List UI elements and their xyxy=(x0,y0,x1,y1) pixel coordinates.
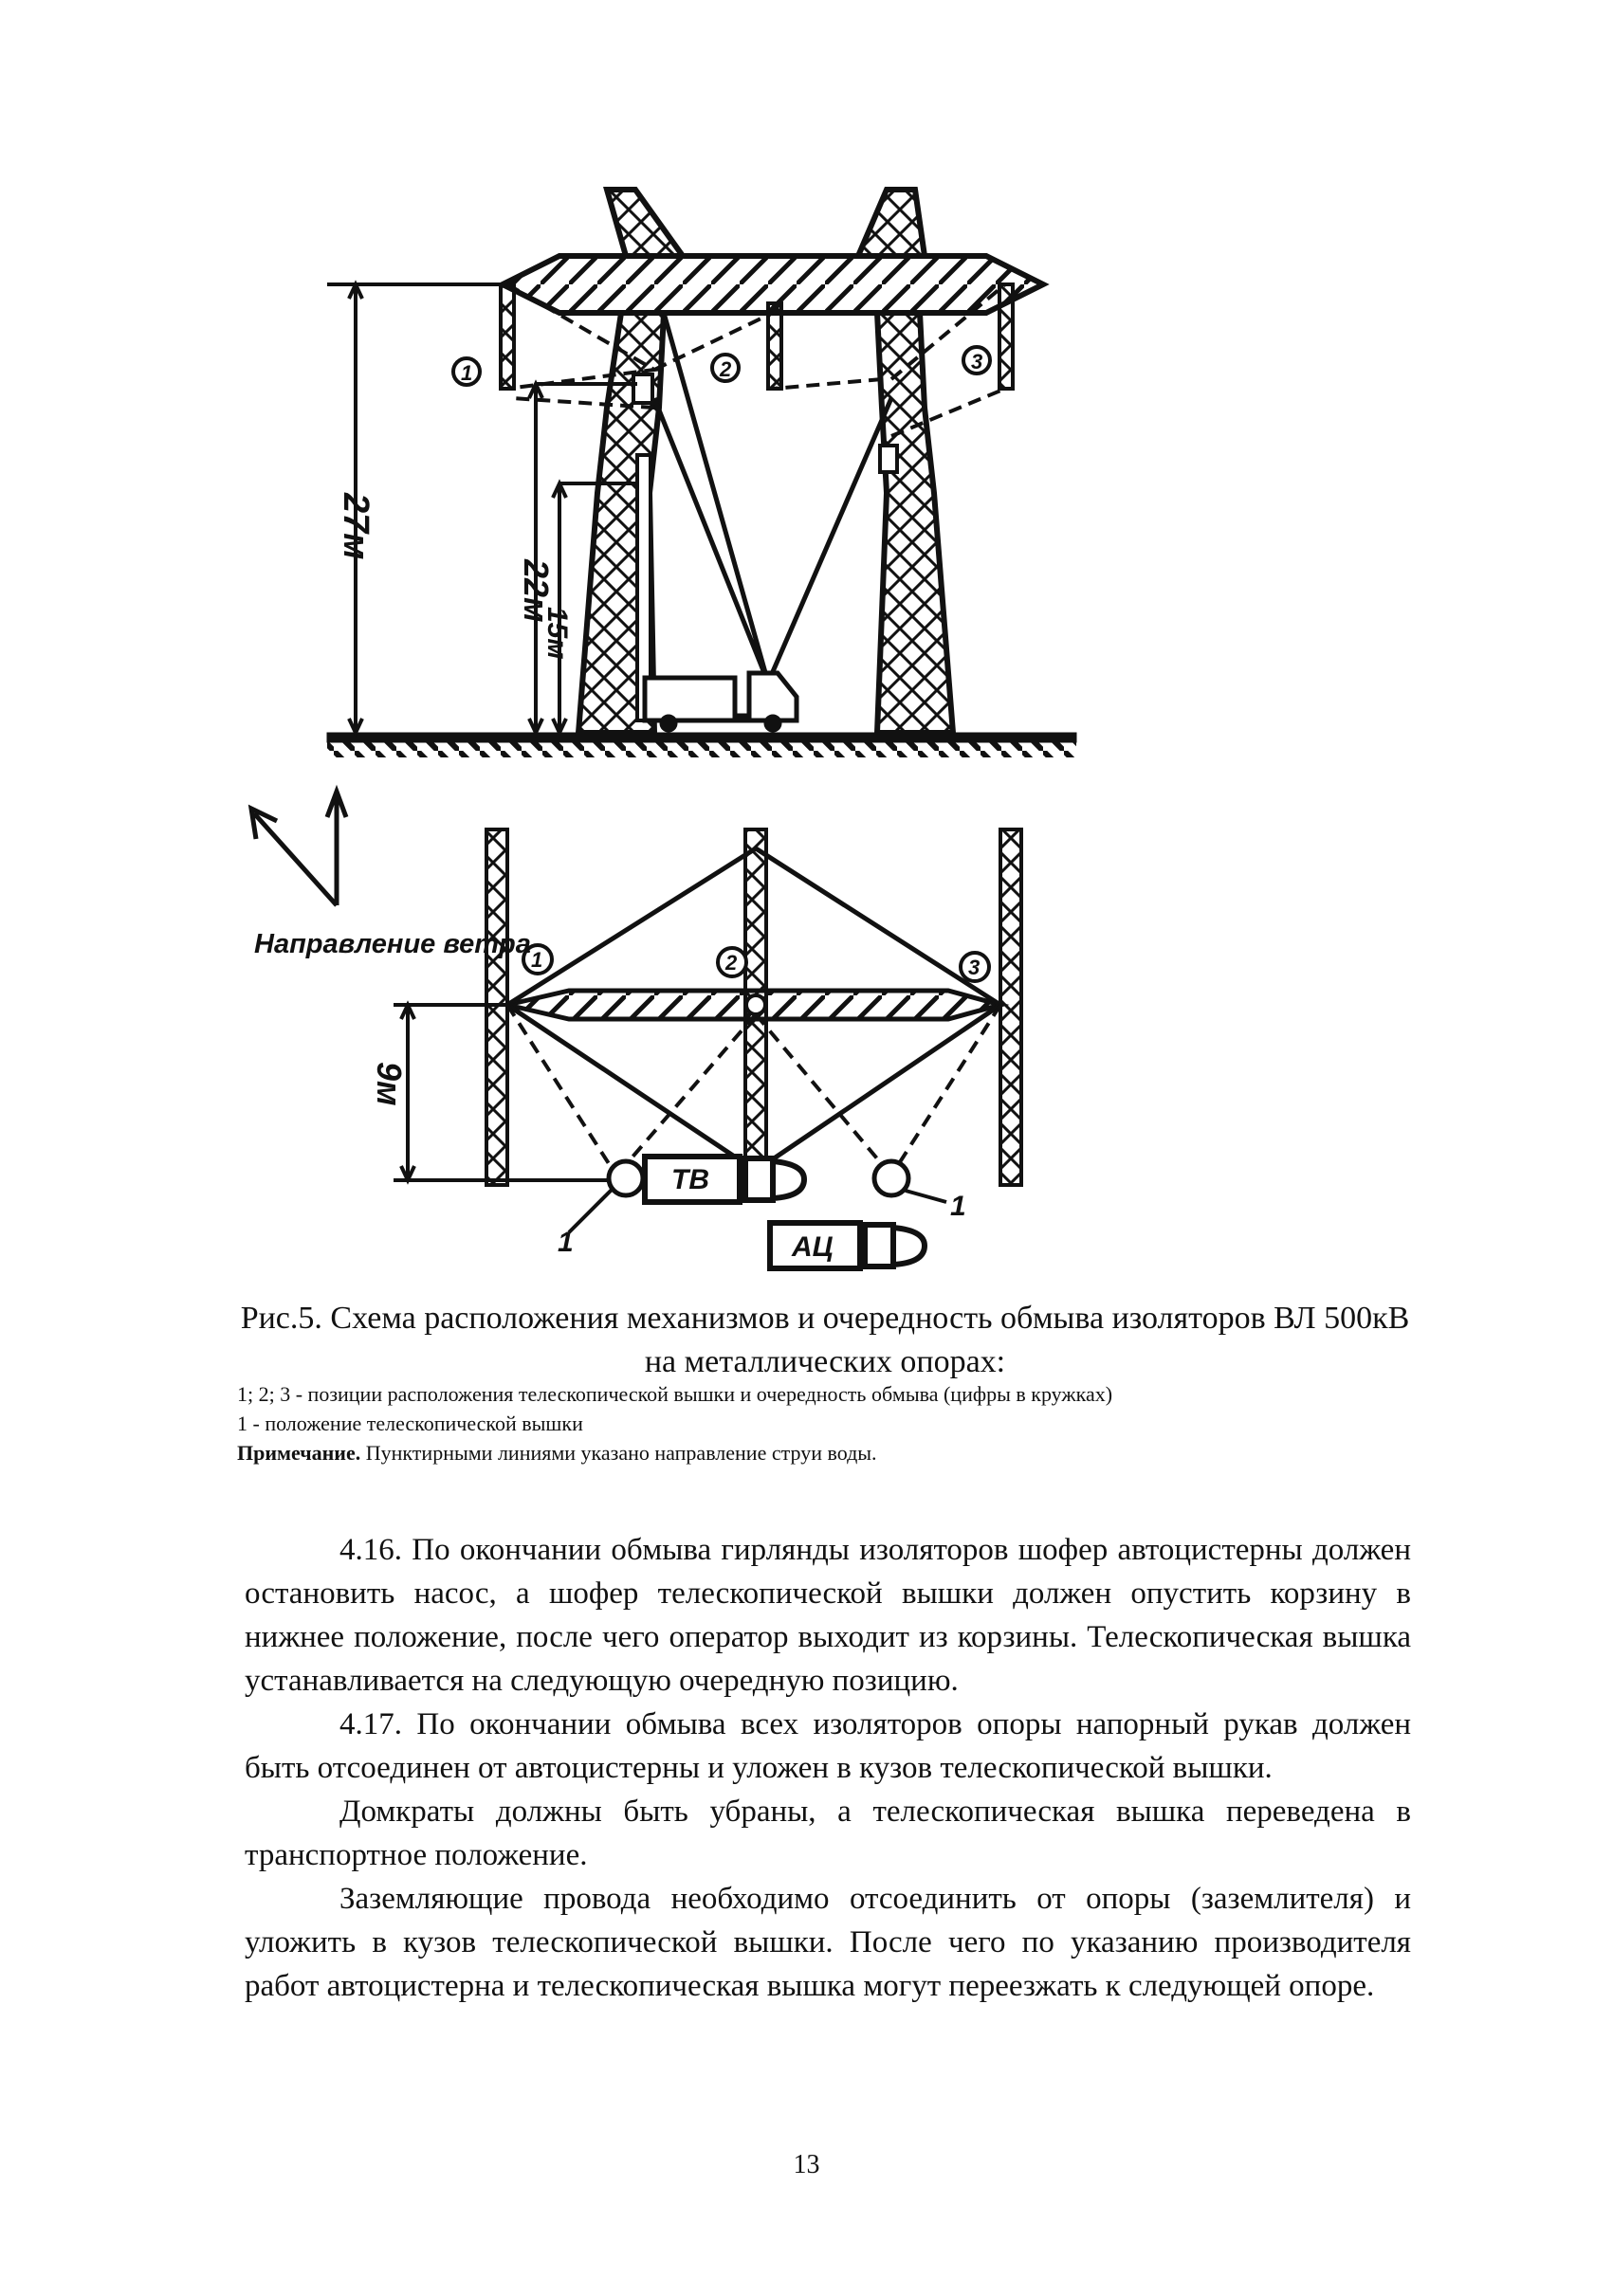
wind-direction-text: Направление ветра xyxy=(254,929,531,959)
paragraph-grounding: Заземляющие провода необходимо отсоединить от опоры (заземлителя) и уложить в кузов телескопической вышки. После чего по указанию производителя работ автоцистерна и телескопическая вышка могут переезжать к следующей опоре. xyxy=(245,1882,1411,2003)
pointer-left xyxy=(569,1190,612,1232)
label-pos3: 3 xyxy=(971,350,983,374)
paragraph-4-16: 4.16. По окончании обмыва гирлянды изоляторов шофер автоцистерны должен остановить насос, а шофер телескопической вышки должен опустить корзину в нижнее положение, после чего оператор выходит из корзины. Телескопическая вышка устанавливается на следующую очередную позицию. xyxy=(245,1533,1411,1698)
paragraph-jacks: Домкраты должны быть убраны, а телескопическая вышка переведена в транспортное положение. xyxy=(245,1795,1411,1872)
label-pos2: 2 xyxy=(720,357,732,381)
plan-center-node xyxy=(746,995,765,1014)
label-plan-pos1: 1 xyxy=(531,948,543,972)
note-text: Пунктирными линиями указано направление струи воды. xyxy=(360,1441,877,1465)
figure-legend xyxy=(237,1379,1413,1467)
label-plan-pos3: 3 xyxy=(968,956,981,979)
label-pos1: 1 xyxy=(461,361,473,385)
insulator-string-1 xyxy=(501,284,514,389)
tower-peak-left xyxy=(607,190,683,256)
tower-peak-right xyxy=(858,190,925,256)
label-truck-tv: ТВ xyxy=(671,1164,709,1195)
truck-wheel xyxy=(660,715,677,732)
note-label: Примечание. xyxy=(237,1441,361,1465)
ground-line xyxy=(327,733,1076,742)
legend-line-2: 1 - положение телескопической вышки xyxy=(237,1412,583,1435)
wind-arrow-vertical xyxy=(327,792,346,905)
tower-leg-right xyxy=(877,313,953,733)
body-text xyxy=(245,1528,1411,2008)
wind-arrow-diagonal xyxy=(251,809,337,905)
label-22m: 22м xyxy=(517,559,556,623)
label-27m: 27м xyxy=(336,493,376,560)
tower-basket-left xyxy=(609,1161,643,1195)
page-number: 13 xyxy=(793,2150,820,2179)
tower-basket-right xyxy=(874,1161,908,1195)
boom-basket-right xyxy=(880,446,897,472)
paragraph-4-17: 4.17. По окончании обмыва всех изоляторов опоры напорный рукав должен быть отсоединен от автоцистерны и уложен в кузов телескопической вышки. xyxy=(245,1707,1411,1785)
ground-hatch xyxy=(327,742,1076,757)
insulator-string-3 xyxy=(999,284,1013,389)
label-15m: 15м xyxy=(541,607,573,660)
pole-right xyxy=(1000,829,1021,1185)
truck-tv-cab xyxy=(745,1158,804,1200)
pole-left xyxy=(486,829,507,1185)
plan-view xyxy=(251,792,1021,1268)
boom-basket xyxy=(633,374,652,403)
plan-labels xyxy=(254,929,980,1263)
dim-9-line xyxy=(394,1005,626,1180)
label-pointer-left: 1 xyxy=(558,1227,574,1258)
truck-ac-cab xyxy=(865,1225,925,1266)
elevation-truck xyxy=(645,673,797,720)
legend-line-1: 1; 2; 3 - позиции расположения телескопической вышки и очередность обмыва (цифры в кружках) xyxy=(237,1382,1113,1406)
label-truck-ac: АЦ xyxy=(792,1231,834,1263)
label-plan-pos2: 2 xyxy=(725,951,738,975)
tower-elevation xyxy=(327,190,1076,757)
label-pointer-right: 1 xyxy=(950,1191,966,1222)
pointer-right xyxy=(906,1191,946,1202)
label-9m: 9м xyxy=(370,1062,409,1106)
label-wind-direction xyxy=(254,929,531,959)
figure-caption-title: Рис.5. Схема расположения механизмов и очередность обмыва изоляторов ВЛ 500кВ на металлических опорах: xyxy=(240,1301,1410,1379)
legend-note xyxy=(237,1438,1413,1467)
truck-wheel xyxy=(764,715,781,732)
